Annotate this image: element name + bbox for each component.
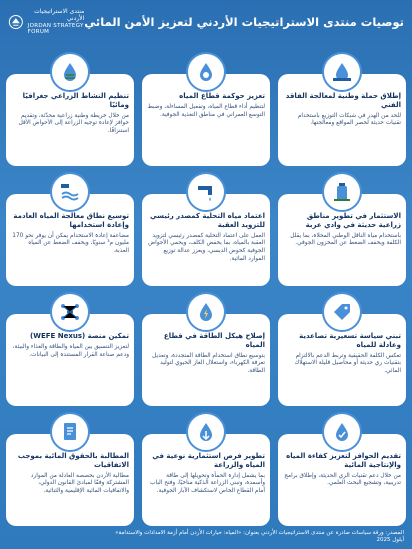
card-body: من خلال دعم تقنيات الري الحديثة، وإطلاق برامج تدريبية، وتشجيع البحث العلمي.	[284, 472, 401, 487]
efficiency-drop-icon	[322, 412, 362, 452]
card-title: توسيع نطاق معالجة المياه العادمة وإعادة استخدامها	[13, 212, 129, 229]
logo-text-arabic: منتدى الاستراتيجيات الأردني	[34, 8, 85, 22]
card-title: اعتماد مياه التحلية كمصدر رئيسي للتزويد العقبة	[150, 212, 265, 229]
water-drop-field-icon	[50, 52, 90, 92]
card-title: تعزيز حوكمة قطاع المياه	[179, 92, 265, 100]
logo-text-english: JORDAN STRATEGY FORUM	[27, 22, 84, 35]
recommendation-card	[6, 52, 134, 166]
logo	[8, 9, 84, 34]
recommendation-card	[6, 172, 134, 286]
card-title: إطلاق حملة وطنية لمعالجة الفاقد الفني	[285, 92, 401, 109]
recommendation-card	[142, 172, 270, 286]
recommendations-grid	[6, 52, 406, 526]
card-title: الاستثمار في تطوير مناطق زراعية حديثة في وادي عربة	[305, 212, 401, 229]
card-title: تمكين منصة (WEFE Nexus)	[30, 332, 129, 340]
card-body: باستخدام مياه الناقل الوطني المحلاة، بما يقلل الكلفة ويخفف الضغط عن المخزون الجوفي.	[290, 232, 401, 247]
card-body: مضاعفة إعادة الاستخدام يمكن أن يوفر نحو 170 مليون م³ سنويًا، ويخفف الضغط عن المياه العذبة.	[12, 232, 129, 255]
water-drop-pipe-icon	[322, 52, 362, 92]
card-body: تعكس الكلفة الحقيقية وتربط الدعم بالالتزام بتقنيات ري حديثة أو محاصيل قليلة الاستهلاك المائي.	[294, 352, 401, 375]
water-tap-pipe-icon	[186, 172, 226, 212]
recommendation-card	[278, 52, 406, 166]
card-body: للحد من الهدر في شبكات التوزيع باستخدام تقنيات حديثة لحصر المواقع ومعالجتها.	[297, 112, 401, 127]
recommendation-card	[142, 412, 270, 526]
page-title: توصيات منتدى الاستراتيجيات الأردني لتعزيز الأمن المائي	[84, 15, 404, 29]
investment-drop-icon	[186, 412, 226, 452]
card-body: مطالبة الأردن بحصصه العادلة من الموارد المشتركة وفقًا لمبادئ القانون الدولي، والاتفاقيات المائية الإقليمية والثنائية.	[30, 472, 129, 495]
recommendation-card	[142, 52, 270, 166]
recommendation-card	[6, 412, 134, 526]
card-title: المطالبة بالحقوق المائية بموجب الاتفاقيات	[17, 452, 129, 469]
card-body: بما يشمل إدارة الحمأة وتحويلها إلى طاقة وأسمدة، وتبني الزراعة الذكية مناخيًا، وفتح الباب أمام القطاع الخاص لاستكشاف الآبار الجوفية.	[150, 472, 265, 495]
card-body: لتنظيم أداء قطاع المياه، وتفعيل المساءلة، وضبط التوسع العمراني في مناطق التغذية الجوفية.	[147, 103, 265, 118]
recommendation-card	[278, 292, 406, 406]
header	[0, 0, 412, 44]
price-tag-drop-icon	[322, 292, 362, 332]
recommendation-card	[142, 292, 270, 406]
waste-water-icon	[50, 172, 90, 212]
recommendation-card	[6, 292, 134, 406]
card-body: من خلال خريطة وطنية زراعية محدّثة، وتقديم حوافز لإعادة توجيه الزراعة إلى الأحواض الأقل استنزافًا.	[18, 112, 129, 135]
footer-source: المصدر: ورقة سياسات صادرة عن منتدى الاستراتيجيات الأردني بعنوان: «المياه: خيارات الأردن أمام أزمة الامدادات والاستدامة»	[115, 529, 404, 536]
card-body: لتعزيز التنسيق بين المياه والطاقة والغذاء والبيئة، ودعم صناعة القرار المستندة إلى البيانات.	[12, 343, 129, 358]
energy-drop-icon	[186, 292, 226, 332]
card-body: بتوسيع نطاق استخدام الطاقة المتجددة، وتعديل تعرفة الكهرباء، واستغلال الغاز الحيوي لتوليد الطاقة.	[152, 352, 265, 375]
card-title: تنظيم النشاط الزراعي جغرافيًا ومائيًا	[22, 92, 129, 109]
card-title: إصلاح هيكل الطاقة في قطاع المياه	[163, 332, 265, 349]
water-bottle-icon	[322, 172, 362, 212]
card-title: تطوير فرص استثمارية نوعية في المياه والزراعة	[152, 452, 265, 469]
water-drop-gear-icon	[186, 52, 226, 92]
card-title: تبني سياسة تسعيرية تصاعدية وعادلة للمياه	[299, 332, 401, 349]
card-title: تقديم الحوافز لتعزيز كفاءة المياه والإنتاجية المائية	[286, 452, 401, 469]
recommendation-card	[278, 172, 406, 286]
card-body: العمل على اعتماد التحلية كمصدر رئيسي لتزويد العقبة بالمياه، بما يخفض الكلف، ويحمي الأحواض الجوفية كحوض الديسي، ويعزز عدالة توزيع الموارد المائية.	[148, 232, 265, 262]
nexus-platform-icon	[50, 292, 90, 332]
footer-date: أيلول 2025	[376, 537, 404, 544]
agreement-document-icon	[50, 412, 90, 452]
footer	[8, 530, 404, 545]
logo-mark-icon	[8, 11, 24, 33]
recommendation-card	[278, 412, 406, 526]
